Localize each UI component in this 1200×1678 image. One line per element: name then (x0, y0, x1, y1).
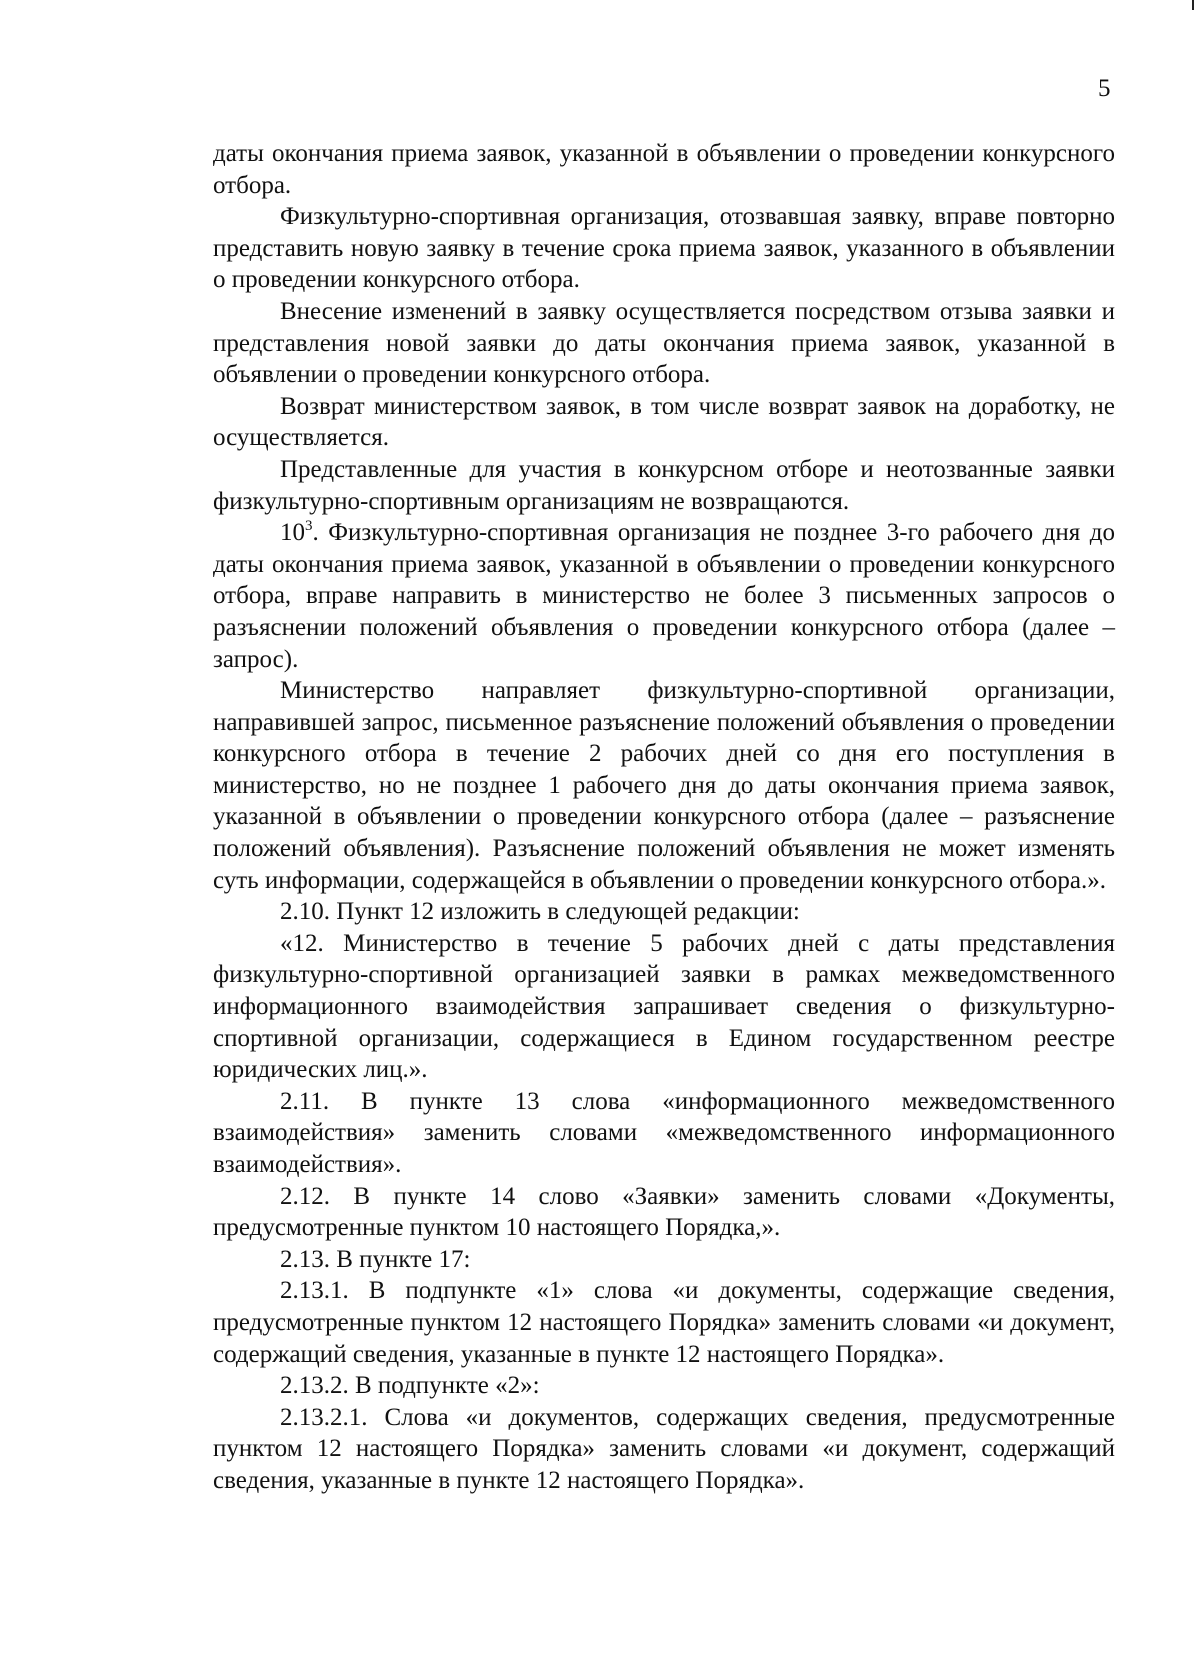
paragraph-2: Физкультурно-спортивная организация, отозвавшая заявку, вправе повторно представить новую заявку в течение срока приема заявок, указанного в объявлении о проведении конкурсного отбора. (213, 203, 1115, 294)
paragraph-2-13-1: 2.13.1. В подпункте «1» слова «и документы, содержащие сведения, предусмотренные пунктом 12 настоящего Порядка» заменить словами «и документ, содержащий сведения, указанные в пункте 12 настоящего Порядка». (213, 1277, 1115, 1368)
paragraph-2-13-2-1: 2.13.2.1. Слова «и документов, содержащих сведения, предусмотренные пунктом 12 настоящего Порядка» заменить словами «и документ, содержащий сведения, указанные в пункте 12 настоящего Порядка». (213, 1403, 1115, 1494)
paragraph-2-13: 2.13. В пункте 17: (280, 1245, 471, 1273)
paragraph-7: Министерство направляет физкультурно-спортивной организации, направившей запрос, письменное разъяснение положений объявления о проведении конкурсного отбора в течение 2 рабочих дней со дня его поступления в министерство, но не позднее 1 рабочего дня до даты окончания приема заявок, указанной в объявлении о проведении конкурсного отбора (далее – разъяснение положений объявления). Разъяснение положений объявления не может изменять суть информации, содержащейся в объявлении о проведении конкурсного отбора.». (213, 677, 1115, 894)
paragraph-2-10: 2.10. Пункт 12 изложить в следующей редакции: (280, 898, 800, 926)
paragraph-2-13-2: 2.13.2. В подпункте «2»: (280, 1372, 540, 1400)
paragraph-4: Возврат министерством заявок, в том числе возврат заявок на доработку, не осуществляется. (213, 392, 1115, 452)
paragraph-3: Внесение изменений в заявку осуществляется посредством отзыва заявки и представления новой заявки до даты окончания приема заявок, указанной в объявлении о проведении конкурсного отбора. (213, 297, 1115, 389)
paragraph-item-12: «12. Министерство в течение 5 рабочих дней с даты представления физкультурно-спортивной организацией заявки в рамках межведомственного информационного взаимодействия запрашивает сведения о физкультурно-спортивной организации, содержащиеся в Едином государственном реестре юридических лиц.». (213, 929, 1115, 1084)
item-superscript: 3 (305, 518, 313, 535)
page-number: 5 (1098, 75, 1111, 102)
paragraph-2-12: 2.12. В пункте 14 слово «Заявки» заменить словами «Документы, предусмотренные пунктом 10 настоящего Порядка,». (213, 1182, 1115, 1242)
paragraph-1: даты окончания приема заявок, указанной в объявлении о проведении конкурсного отбора. (213, 140, 1115, 199)
paragraph-2-11: 2.11. В пункте 13 слова «информационного межведомственного взаимодействия» заменить словами «межведомственного информационного взаимодействия». (213, 1087, 1115, 1178)
paragraph-5: Представленные для участия в конкурсном отборе и неотозванные заявки физкультурно-спортивным организациям не возвращаются. (213, 455, 1115, 515)
item-number: 10 (280, 519, 305, 547)
scan-edge-mark (1192, 0, 1194, 10)
paragraph-item-10-3 (213, 517, 1115, 675)
item-text: . Физкультурно-спортивная организация не позднее 3-го рабочего дня до даты окончания приема заявок, указанной в объявлении о проведении конкурсного отбора, вправе направить в министерство не более 3 письменных запросов о разъяснении положений объявления о проведении конкурсного отбора (далее – запрос). (213, 519, 1115, 673)
document-body (213, 138, 1115, 1497)
